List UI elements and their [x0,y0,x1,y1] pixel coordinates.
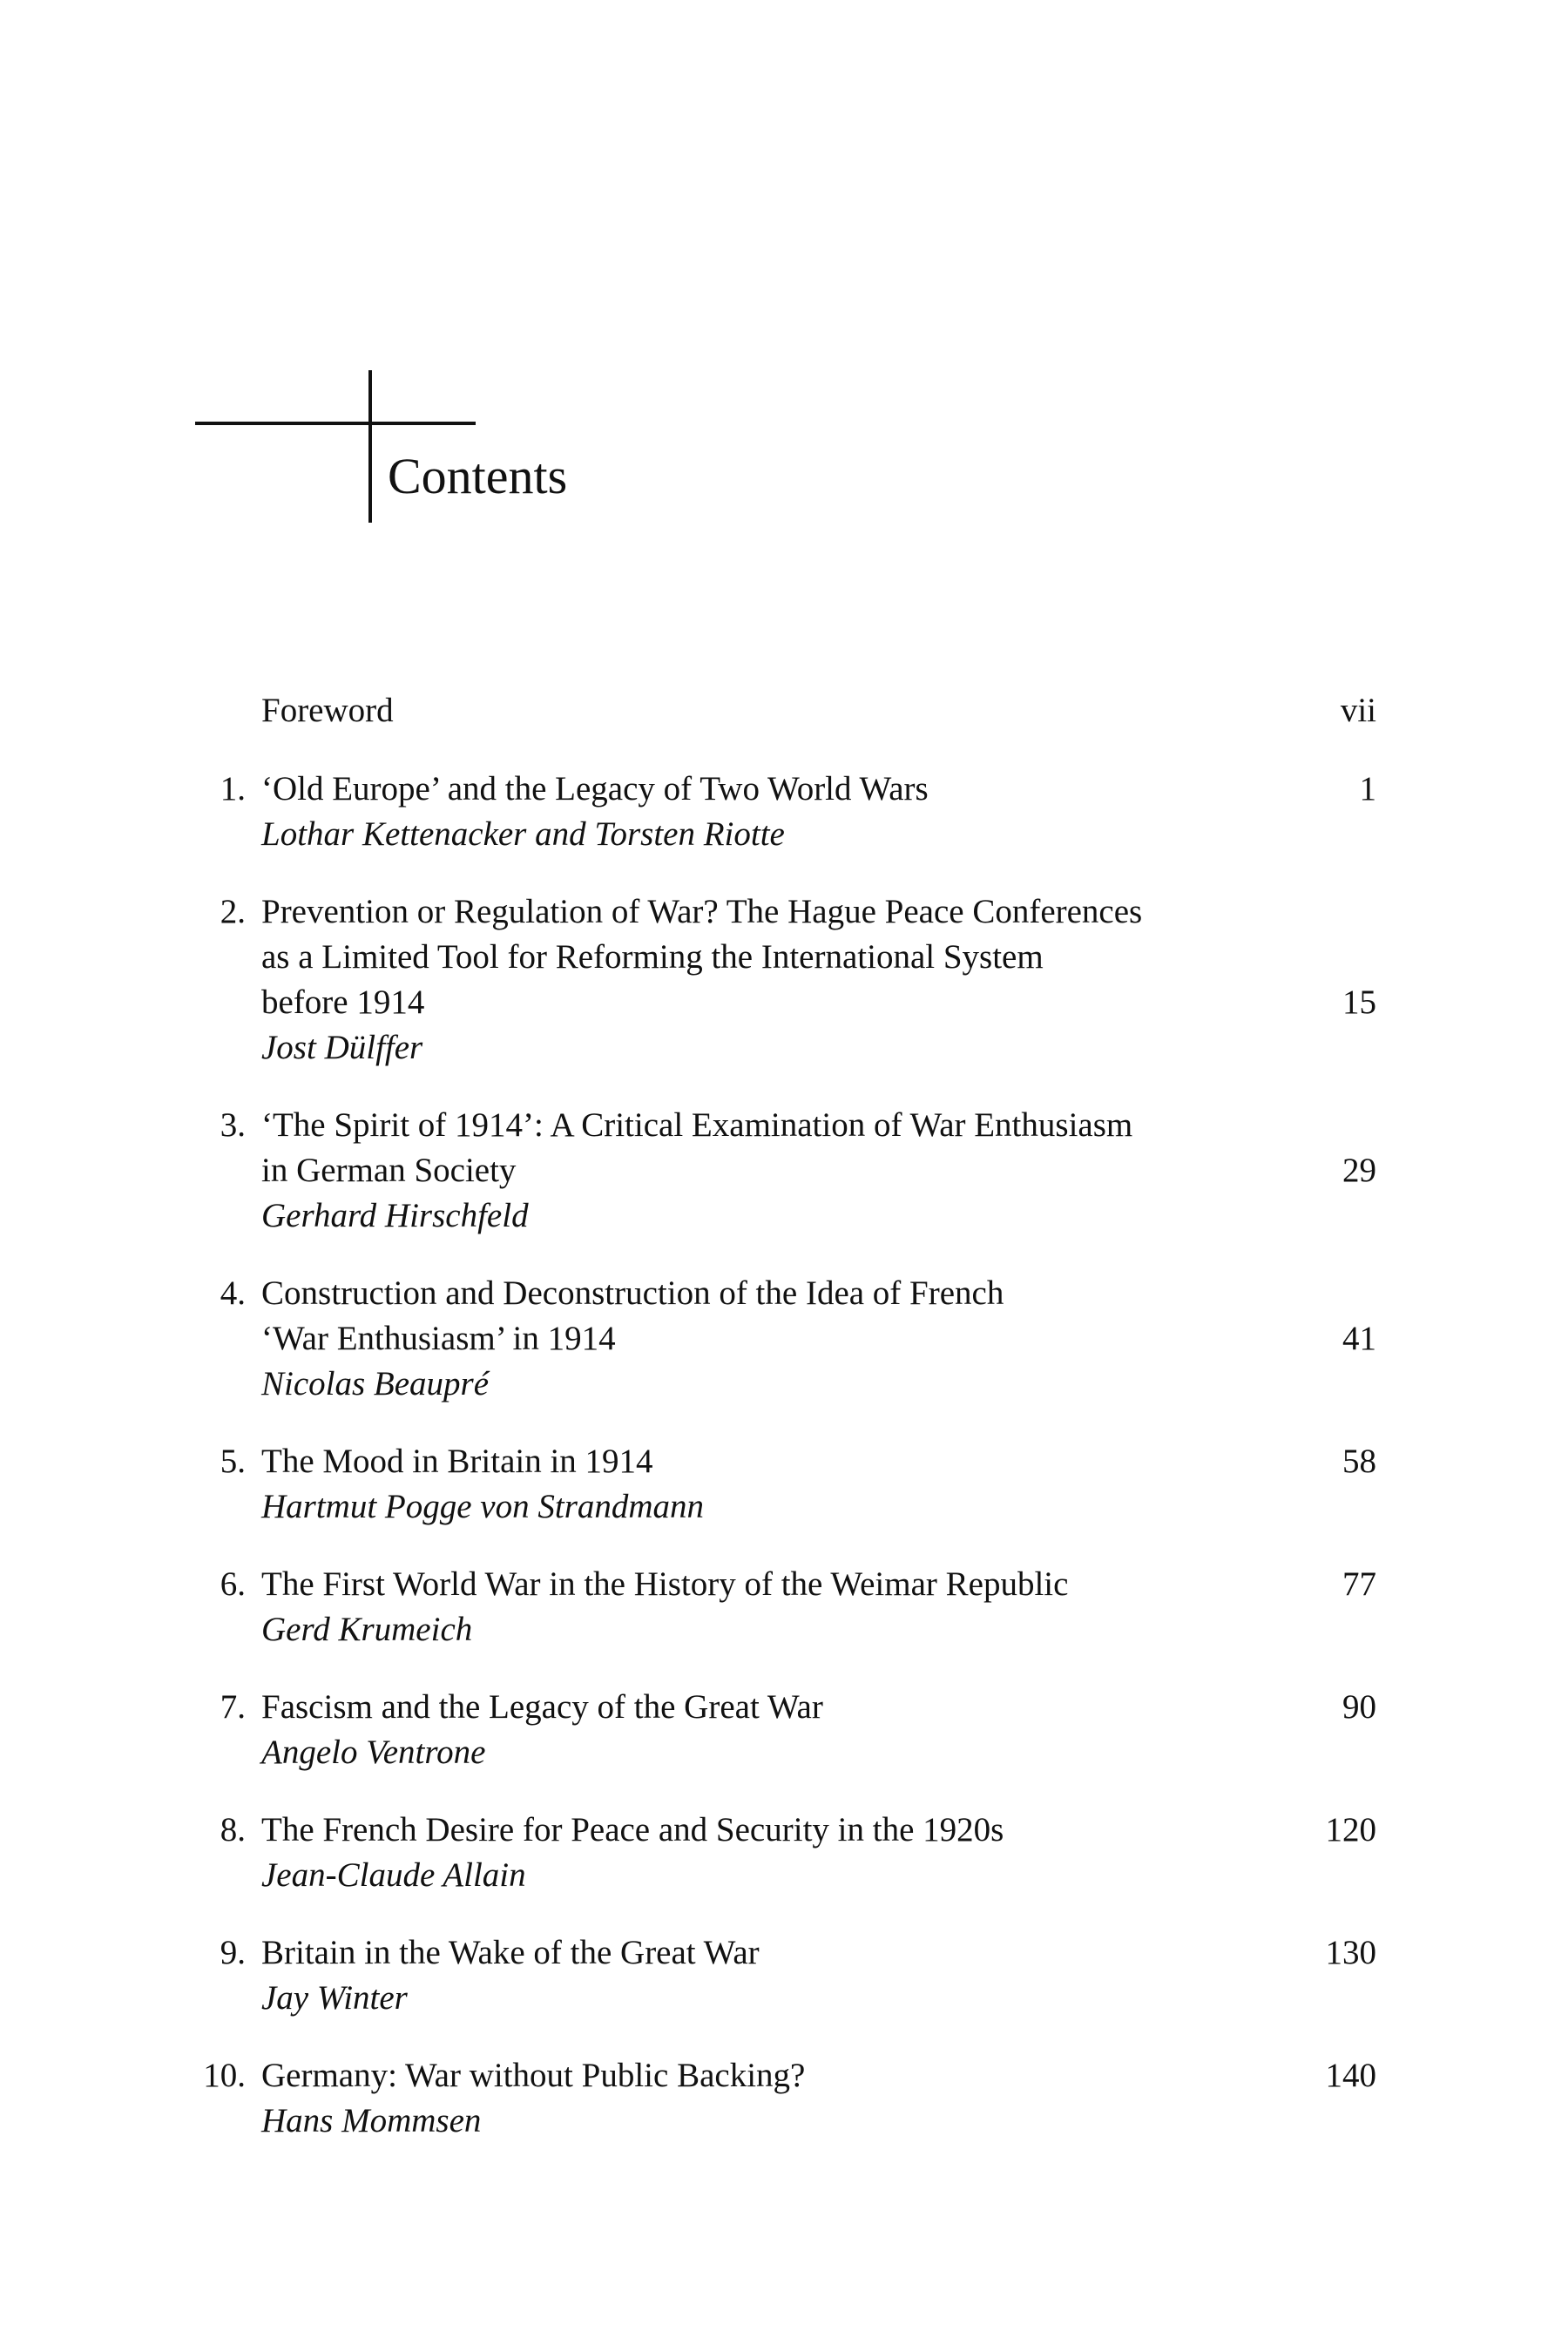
chapter-number: 2. [220,893,246,930]
chapter-author: Jost Dülffer [261,1029,423,1066]
chapter-number: 3. [220,1106,246,1144]
chapter-number: 4. [220,1274,246,1312]
chapter-title-line: ‘War Enthusiasm’ in 1914 [261,1320,616,1357]
chapter-title-line: Prevention or Regulation of War? The Hague Peace Conferences [261,893,1143,930]
chapter-number: 1. [220,770,246,808]
entry-page-number: 90 [1342,1688,1376,1726]
chapter-body [261,1103,1307,1239]
chapter-body [261,1271,1307,1407]
chapter-title-line: Fascism and the Legacy of the Great War [261,1688,823,1726]
chapter-body [261,767,1307,857]
chapter-body [261,889,1307,1071]
chapter-title-line: as a Limited Tool for Reforming the International System [261,938,1044,976]
chapter-author: Jean-Claude Allain [261,1856,526,1894]
chapter-body [261,2053,1307,2144]
chapter-number: 9. [220,1934,246,1971]
entry-page-number: 15 [1342,983,1376,1021]
entry-page-number: 1 [1359,770,1376,808]
chapter-title-line: The First World War in the History of the Weimar Republic [261,1565,1069,1603]
chapter-number: 6. [220,1565,246,1603]
entry-page-number: 58 [1342,1443,1376,1480]
chapter-author: Gerd Krumeich [261,1611,473,1648]
chapter-body [261,1808,1307,1898]
chapter-number: 8. [220,1811,246,1848]
chapter-body [261,1685,1307,1775]
chapter-author: Lothar Kettenacker and Torsten Riotte [261,815,785,853]
chapter-author: Nicolas Beaupré [261,1365,490,1402]
chapter-body [261,1439,1307,1530]
chapter-title-line: The French Desire for Peace and Security in the 1920s [261,1811,1004,1848]
chapter-author: Gerhard Hirschfeld [261,1197,529,1234]
chapter-author: Angelo Ventrone [261,1734,486,1771]
chapter-title-line: before 1914 [261,983,425,1021]
chapter-number: 5. [220,1443,246,1480]
chapter-number: 10. [203,2057,246,2094]
chapter-body [261,1930,1307,2021]
chapter-number: 7. [220,1688,246,1726]
chapter-body [261,1562,1307,1652]
chapter-title-line: ‘The Spirit of 1914’: A Critical Examination of War Enthusiasm [261,1106,1133,1144]
entry-page-number: 140 [1325,2057,1376,2094]
chapter-author: Hans Mommsen [261,2102,482,2139]
entry-page-number: vii [1340,692,1376,729]
chapter-title-line: The Mood in Britain in 1914 [261,1443,653,1480]
chapter-author: Hartmut Pogge von Strandmann [261,1488,705,1525]
entry-page-number: 77 [1342,1565,1376,1603]
page-title: Contents [388,448,568,504]
chapter-title-line: ‘Old Europe’ and the Legacy of Two World Wars [261,770,929,808]
chapter-title-line: Britain in the Wake of the Great War [261,1934,760,1971]
entry-page-number: 41 [1342,1320,1376,1357]
chapter-title-line: Germany: War without Public Backing? [261,2057,806,2094]
entry-title: Foreword [261,692,394,729]
entry-page-number: 130 [1325,1934,1376,1971]
entry-page-number: 120 [1325,1811,1376,1848]
chapter-author: Jay Winter [261,1979,408,2017]
entry-page-number: 29 [1342,1152,1376,1189]
chapter-title-line: Construction and Deconstruction of the Idea of French [261,1274,1004,1312]
chapter-title-line: in German Society [261,1152,517,1189]
